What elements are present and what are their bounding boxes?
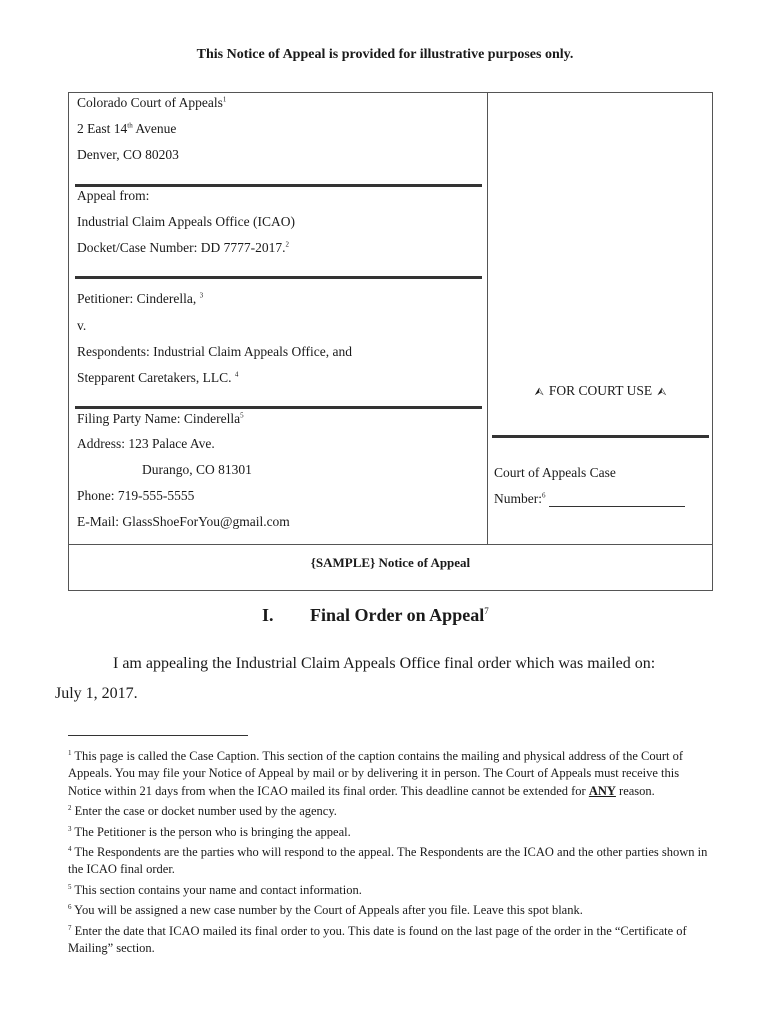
versus: v. — [77, 318, 87, 333]
caption-title-divider — [69, 544, 712, 545]
footnote: $^5$ This section contains your name and contact information. — [68, 882, 362, 897]
court-use-rule — [492, 435, 709, 438]
up-arrow-icon: ⮙ — [534, 386, 544, 398]
petitioner: Petitioner: Cinderella, $^3$ — [77, 291, 204, 306]
section-heading: I. Final Order on Appeal$^7$ — [262, 605, 489, 625]
appeal-from-label: Appeal from: — [77, 188, 150, 203]
case-number-blank — [549, 495, 685, 507]
document-title: {SAMPLE} Notice of Appeal — [310, 555, 471, 570]
illustrative-disclaimer: This Notice of Appeal is provided for illustrative purposes only. — [196, 47, 574, 62]
caption-column-divider — [487, 93, 488, 544]
mailing-date: July 1, 2017. — [55, 685, 138, 702]
section-rule — [75, 276, 482, 279]
respondents-line-2: Stepparent Caretakers, LLC. $^4$ — [77, 370, 239, 385]
filing-party-address: Address: 123 Palace Ave. — [77, 436, 215, 451]
footnote: $^4$ The Respondents are the parties who will respond to the appeal. The Respondents are the ICAO and the other parties shown in the ICAO final order. — [68, 844, 708, 877]
filing-party-email: E-Mail: GlassShoeForYou@gmail.com — [77, 514, 290, 529]
respondents-line-1: Respondents: Industrial Claim Appeals Office, and — [77, 344, 352, 359]
court-city: Denver, CO 80203 — [77, 147, 179, 162]
footnote: $^3$ The Petitioner is the person who is bringing the appeal. — [68, 824, 351, 839]
footnote: $^1$ This page is called the Case Caption. This section of the caption contains the mailing and physical address of the Court of Appeals. You may file your Notice of Appeal by mail or by delivering it in person. The Court of Appeals must receive this Notice within 21 days from when the ICAO mailed its final order. This deadline cannot be extended for ANY reason. — [68, 749, 684, 798]
appeal-from-agency: Industrial Claim Appeals Office (ICAO) — [77, 214, 295, 229]
court-use-label: ⮙ FOR COURT USE ⮙ — [534, 383, 667, 398]
section-rule — [75, 184, 482, 187]
footnote: $^2$ Enter the case or docket number used by the agency. — [68, 804, 337, 819]
court-case-number: Number:$^6$ — [494, 491, 685, 507]
footnotes — [68, 745, 708, 957]
case-caption — [68, 92, 713, 591]
filing-party-phone: Phone: 719-555-5555 — [77, 488, 195, 503]
filing-party-name: Filing Party Name: Cinderella$^5$ — [77, 411, 244, 426]
filing-party-city: Durango, CO 81301 — [142, 462, 252, 477]
court-street: 2 East 14th Avenue — [77, 121, 177, 136]
court-name: Colorado Court of Appeals$^1$ — [77, 95, 227, 110]
section-rule — [75, 406, 482, 409]
up-arrow-icon: ⮙ — [657, 386, 667, 398]
footnote: $^6$ You will be assigned a new case number by the Court of Appeals after you file. Leave this spot blank. — [68, 903, 583, 918]
appeal-statement: I am appealing the Industrial Claim Appeals Office final order which was mailed on: — [113, 655, 656, 672]
footnote: $^7$ Enter the date that ICAO mailed its final order to you. This date is found on the last page of the order in the “Certificate of Mailing” section. — [68, 923, 687, 956]
docket-number: Docket/Case Number: DD 7777-2017.$^2$ — [77, 240, 289, 255]
footnote-separator — [68, 735, 248, 736]
court-case-label: Court of Appeals Case — [494, 465, 616, 480]
